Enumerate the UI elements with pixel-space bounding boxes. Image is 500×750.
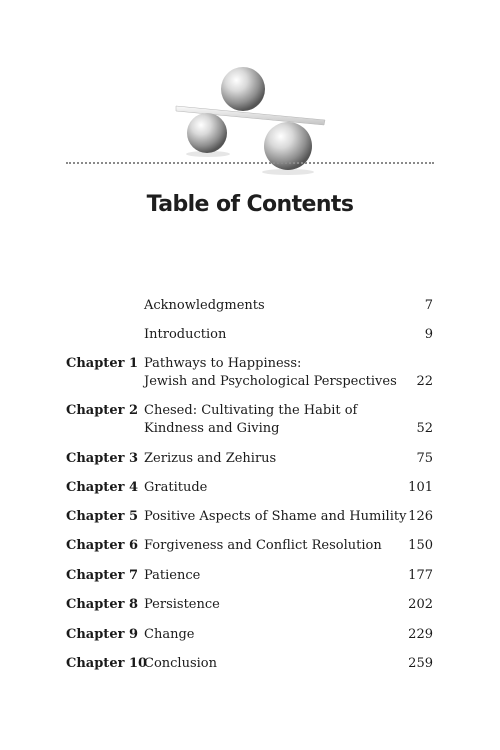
entry-title [144, 537, 394, 555]
page-number: 177 [408, 568, 433, 583]
chapter-number: Chapter 9 [66, 627, 139, 642]
page-number: 259 [408, 656, 433, 671]
page-number: 7 [424, 298, 433, 313]
entry-title [144, 297, 394, 315]
entry-title-line: Forgiveness and Conflict Resolution [144, 538, 382, 553]
entry-title-line: Zerizus and Zehirus [144, 451, 277, 466]
page-number: 52 [416, 421, 433, 436]
chapter-number: Chapter 7 [66, 568, 139, 583]
entry-title-line: Patience [144, 568, 201, 583]
entry-title-line: Jewish and Psychological Perspectives [144, 374, 397, 389]
page-number: 75 [416, 451, 433, 466]
entry-title [144, 655, 394, 673]
chapter-number: Chapter 6 [66, 538, 139, 553]
entry-title-line: Chesed: Cultivating the Habit of [144, 403, 358, 418]
page-number: 126 [408, 509, 433, 524]
chapter-number: Chapter 8 [66, 597, 139, 612]
entry-title [144, 355, 397, 391]
chapter-number: Chapter 3 [66, 451, 139, 466]
page-number: 9 [424, 327, 433, 342]
page-number: 101 [408, 480, 433, 495]
entry-title-line: Introduction [144, 327, 227, 342]
entry-title [144, 626, 394, 644]
entry-title-line: Acknowledgments [144, 298, 265, 313]
chapter-number: Chapter 10 [66, 656, 148, 671]
entry-title-line: Conclusion [144, 656, 217, 671]
entry-title [144, 508, 407, 526]
chapter-number: Chapter 1 [66, 356, 139, 371]
page-number: 202 [408, 597, 433, 612]
entry-title-line: Pathways to Happiness: [144, 356, 302, 371]
page-number: 229 [408, 627, 433, 642]
page-number: 22 [416, 374, 433, 389]
entry-title-line: Positive Aspects of Shame and Humility [144, 509, 407, 524]
page-title: Table of Contents [146, 192, 354, 217]
entry-title [144, 326, 394, 344]
entry-title-line: Change [144, 627, 195, 642]
chapter-number: Chapter 5 [66, 509, 139, 524]
entry-title [144, 450, 394, 468]
page-number: 150 [408, 538, 433, 553]
chapter-number: Chapter 2 [66, 403, 139, 418]
entry-title [144, 567, 394, 585]
entry-title [144, 402, 394, 438]
entry-title [144, 479, 394, 497]
entry-title-line: Gratitude [144, 480, 208, 495]
chapter-number: Chapter 4 [66, 480, 139, 495]
entry-title-line: Kindness and Giving [144, 421, 280, 436]
entry-title-line: Persistence [144, 597, 220, 612]
entry-title [144, 596, 394, 614]
